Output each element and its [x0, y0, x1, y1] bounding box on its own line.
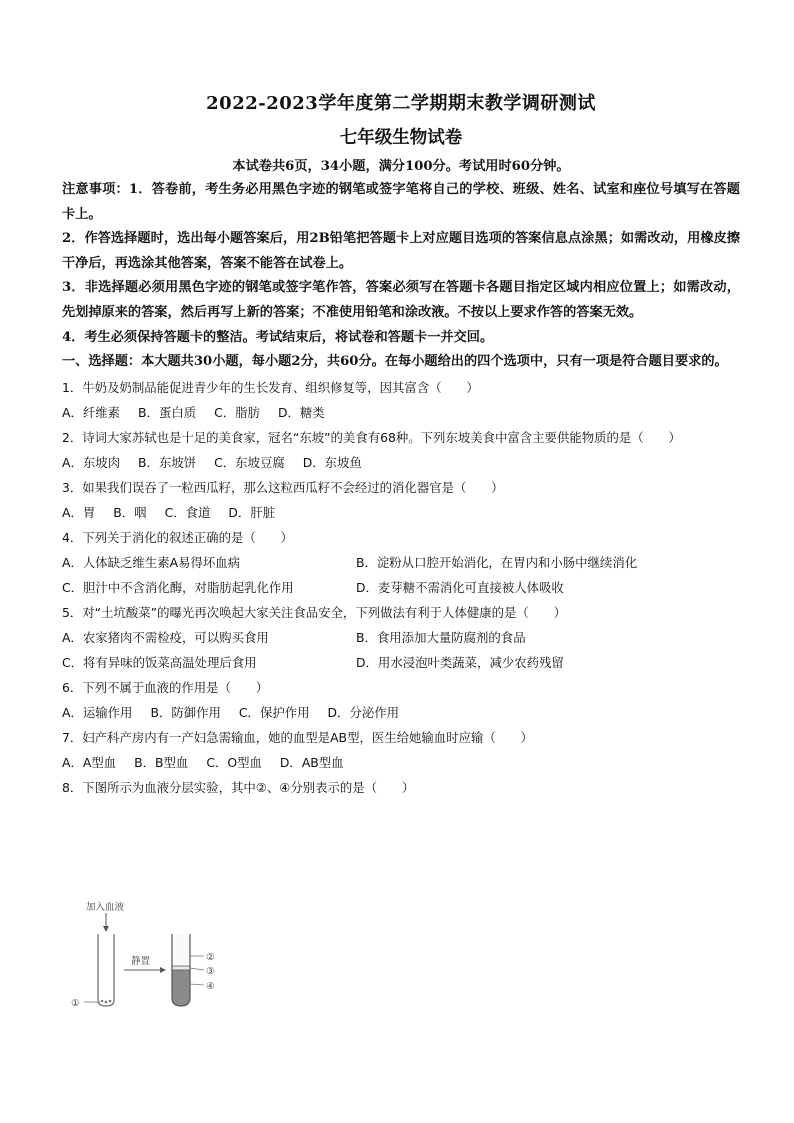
option-d: D．分泌作用 [327, 704, 400, 720]
option-b: B．淀粉从口腔开始消化，在胃内和小肠中继续消化 [356, 554, 638, 570]
option-c: C．食道 [164, 504, 211, 520]
exam-title: 2022-2023学年度第二学期期末教学调研测试 [206, 93, 596, 114]
option-c: C．O型血 [206, 754, 262, 770]
question-4-options-row1 [62, 550, 740, 575]
question-2-stem: 2．诗词大家苏轼也是十足的美食家，冠名“东坡”的美食有68种。下列东坡美食中富含主要供能物质的是（ ） [62, 429, 681, 445]
blood-layering-diagram [62, 900, 242, 1012]
option-a: A．运输作用 [62, 704, 133, 720]
option-a: A．胃 [62, 504, 96, 520]
option-d: D．麦芽糖不需消化可直接被人体吸收 [356, 579, 564, 595]
leader-line-3 [190, 968, 204, 970]
option-a: A．东坡肉 [62, 454, 121, 470]
question-5-options-row1 [62, 625, 740, 650]
label-add-blood: 加入血液 [86, 902, 125, 913]
option-c: C．脂肪 [214, 404, 260, 420]
option-a: A．农家猪肉不需检疫，可以购买食用 [62, 629, 269, 645]
exam-subtitle: 七年级生物试卷 [339, 128, 463, 148]
question-7-stem: 7．妇产科产房内有一产妇急需输血，她的血型是AB型，医生给她输血时应输（ ） [62, 729, 533, 745]
option-d: D．用水浸泡叶类蔬菜，减少农药残留 [356, 654, 564, 670]
exam-page [62, 92, 740, 800]
question-2-options [62, 450, 740, 475]
question-8-stem: 8．下图所示为血液分层实验，其中②、④分别表示的是（ ） [62, 779, 415, 795]
question-1-options [62, 400, 740, 425]
option-b: B．B型血 [134, 754, 189, 770]
question-5-stem: 5．对“土坑酸菜”的曝光再次唤起大家关注食品安全，下列做法有利于人体健康的是（ ） [62, 604, 566, 620]
question-3-options [62, 500, 740, 525]
exam-notes [62, 178, 740, 350]
anticoagulant-dot [101, 1000, 104, 1003]
option-b: B．咽 [113, 504, 147, 520]
option-b: B．防御作用 [150, 704, 221, 720]
option-d: D．糖类 [277, 404, 325, 420]
option-d: D．东坡鱼 [302, 454, 362, 470]
arrow-right-head [160, 967, 166, 973]
anticoagulant-dot [109, 1000, 112, 1003]
option-c: C．东坡豆腐 [214, 454, 285, 470]
option-c: C．胆汁中不含消化酶，对脂肪起乳化作用 [62, 579, 294, 595]
option-d: D．AB型血 [279, 754, 344, 770]
blood-layering-figure [62, 900, 242, 1012]
option-a: A．纤维素 [62, 404, 121, 420]
test-tube-left [98, 934, 114, 1006]
option-b: B．东坡饼 [138, 454, 197, 470]
buffy-coat-layer [172, 966, 190, 970]
question-3-stem: 3．如果我们误吞了一粒西瓜籽，那么这粒西瓜籽不会经过的消化器官是（ ） [62, 479, 504, 495]
exam-meta: 本试卷共6页，34小题，满分100分。考试用时60分钟。 [232, 159, 570, 174]
option-c: C．保护作用 [238, 704, 310, 720]
section-heading: 一、选择题：本大题共30小题，每小题2分，共60分。在每小题给出的四个选项中，只有一项是符合题目要求的。 [62, 354, 728, 370]
question-6-stem: 6．下列不属于血液的作用是（ ） [62, 679, 269, 695]
option-b: B．蛋白质 [138, 404, 197, 420]
question-4-stem: 4．下列关于消化的叙述正确的是（ ） [62, 529, 293, 545]
option-a: A．A型血 [62, 754, 117, 770]
note-4: 4．考生必须保持答题卡的整洁。考试结束后，将试卷和答题卡一并交回。 [62, 329, 494, 345]
leader-line-4 [190, 984, 204, 985]
mark-3: ③ [206, 966, 215, 977]
option-b: B．食用添加大量防腐剂的食品 [356, 629, 526, 645]
question-1-stem: 1．牛奶及奶制品能促进青少年的生长发育、组织修复等，因其富含（ ） [62, 379, 479, 395]
note-1: 注意事项：1．答卷前，考生务必用黑色字迹的钢笔或签字笔将自己的学校、班级、姓名、试室和座位号填写在答题卡上。 [62, 182, 740, 222]
note-3: 3．非选择题必须用黑色字迹的钢笔或签字笔作答，答案必须写在答题卡各题目指定区域内相应位置上；如需改动，先划掉原来的答案，然后再写上新的答案；不准使用铅笔和涂改液。不按以上要求作答的答案无效。 [62, 280, 740, 320]
label-stand: 静置 [131, 956, 151, 967]
question-7-options [62, 750, 740, 775]
mark-1: ① [71, 998, 80, 1009]
anticoagulant-dot [105, 1001, 108, 1004]
arrow-down-head [103, 926, 109, 932]
option-a: A．人体缺乏维生素A易得坏血病 [62, 554, 241, 570]
option-c: C．将有异味的饭菜高温处理后食用 [62, 654, 257, 670]
question-6-options [62, 700, 740, 725]
mark-2: ② [206, 952, 215, 963]
red-cell-layer [172, 970, 190, 1006]
plasma-layer [172, 934, 190, 966]
question-4-options-row2 [62, 575, 740, 600]
note-2: 2．作答选择题时，选出每小题答案后，用2B铅笔把答题卡上对应题目选项的答案信息点涂黑；如需改动，用橡皮擦干净后，再选涂其他答案，答案不能答在试卷上。 [62, 231, 740, 271]
option-d: D．肝脏 [228, 504, 276, 520]
mark-4: ④ [206, 981, 215, 992]
question-5-options-row2 [62, 650, 740, 675]
